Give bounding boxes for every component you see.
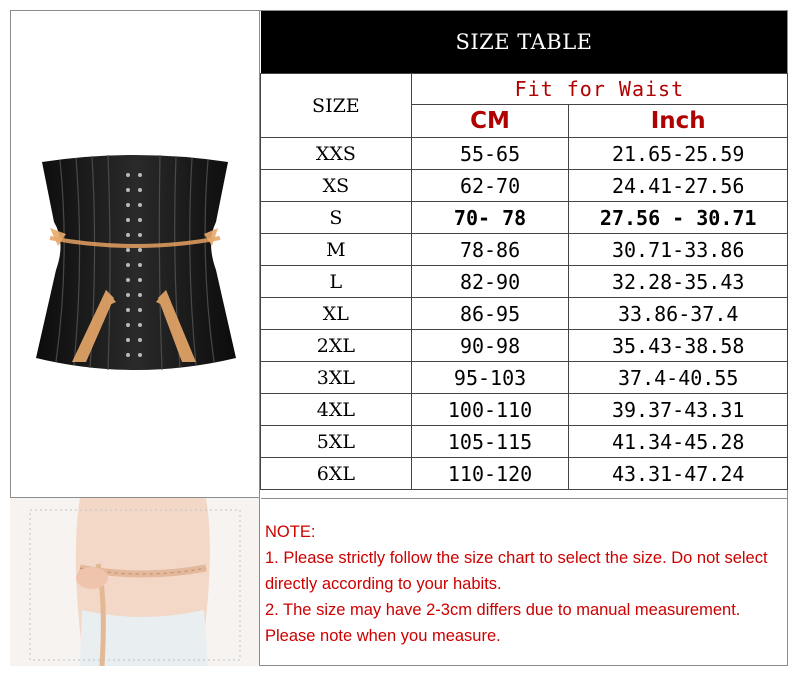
table-row xyxy=(261,330,788,362)
table-row xyxy=(261,170,788,202)
table-row xyxy=(261,394,788,426)
cm-cell: 105-115 xyxy=(411,426,569,458)
size-cell: 5XL xyxy=(261,426,412,458)
table-row xyxy=(261,426,788,458)
table-row xyxy=(261,266,788,298)
cm-cell: 100-110 xyxy=(411,394,569,426)
size-cell: XXS xyxy=(261,138,412,170)
table-row xyxy=(261,298,788,330)
size-table xyxy=(260,73,788,490)
inch-cell: 37.4-40.55 xyxy=(569,362,788,394)
note-line-1: 1. Please strictly follow the size chart to select the size. Do not select directly according to your habits. xyxy=(265,549,768,593)
size-cell: 3XL xyxy=(261,362,412,394)
size-cell: 4XL xyxy=(261,394,412,426)
size-table-title: SIZE TABLE xyxy=(455,30,593,54)
cm-cell: 95-103 xyxy=(411,362,569,394)
table-row xyxy=(261,138,788,170)
cm-cell: 70- 78 xyxy=(411,202,569,234)
inch-cell: 43.31-47.24 xyxy=(569,458,788,490)
cm-cell: 82-90 xyxy=(411,266,569,298)
note-title: NOTE: xyxy=(265,523,316,541)
note-box xyxy=(261,498,787,665)
size-cell: M xyxy=(261,234,412,266)
inch-cell: 33.86-37.4 xyxy=(569,298,788,330)
size-cell: L xyxy=(261,266,412,298)
fit-for-waist-header: Fit for Waist xyxy=(411,74,787,105)
table-row xyxy=(261,202,788,234)
cm-cell: 62-70 xyxy=(411,170,569,202)
cm-column-header: CM xyxy=(411,105,569,138)
table-row xyxy=(261,362,788,394)
inch-cell: 35.43-38.58 xyxy=(569,330,788,362)
size-cell: 6XL xyxy=(261,458,412,490)
inch-cell: 30.71-33.86 xyxy=(569,234,788,266)
table-row xyxy=(261,234,788,266)
size-column-header: SIZE xyxy=(261,74,412,138)
cm-cell: 86-95 xyxy=(411,298,569,330)
inch-cell: 27.56 - 30.71 xyxy=(569,202,788,234)
size-cell: XS xyxy=(261,170,412,202)
corset-product-image xyxy=(10,10,260,497)
waist-measure-illustration xyxy=(10,498,259,666)
note-line-2: 2. The size may have 2-3cm differs due to manual measurement. Please note when you measure. xyxy=(265,601,741,645)
corset-illustration xyxy=(10,10,259,497)
table-row xyxy=(261,458,788,490)
inch-cell: 41.34-45.28 xyxy=(569,426,788,458)
inch-cell: 32.28-35.43 xyxy=(569,266,788,298)
cm-cell: 78-86 xyxy=(411,234,569,266)
size-cell: S xyxy=(261,202,412,234)
waist-measure-photo xyxy=(10,497,260,666)
cm-cell: 90-98 xyxy=(411,330,569,362)
size-table-header xyxy=(261,11,787,73)
inch-cell: 21.65-25.59 xyxy=(569,138,788,170)
size-cell: XL xyxy=(261,298,412,330)
size-cell: 2XL xyxy=(261,330,412,362)
inch-column-header: Inch xyxy=(569,105,788,138)
cm-cell: 110-120 xyxy=(411,458,569,490)
cm-cell: 55-65 xyxy=(411,138,569,170)
inch-cell: 24.41-27.56 xyxy=(569,170,788,202)
inch-cell: 39.37-43.31 xyxy=(569,394,788,426)
